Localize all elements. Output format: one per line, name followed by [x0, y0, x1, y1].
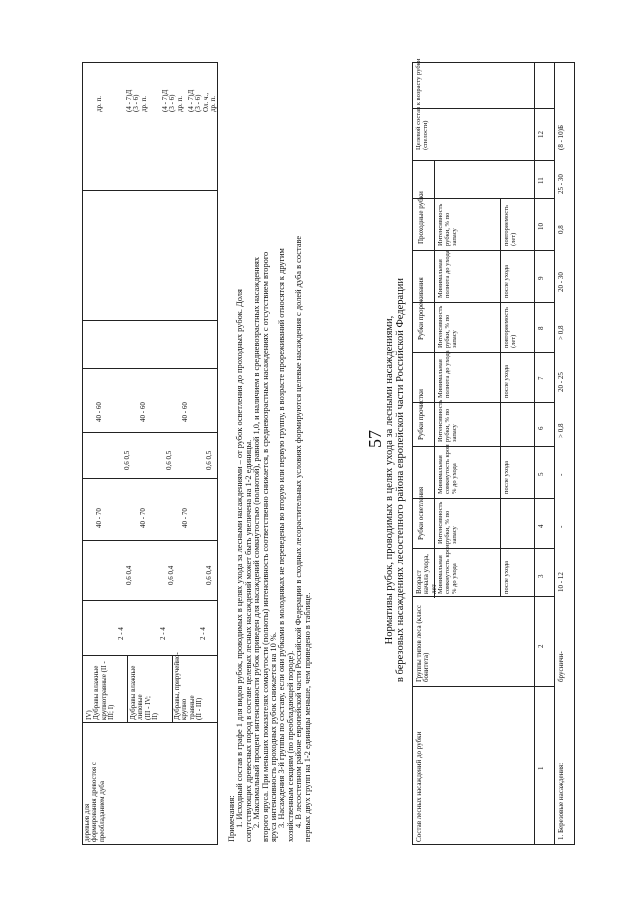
upper-intensity-osv-1: 40 - 70 — [95, 508, 103, 528]
note-line: сопутствующих древесных пород в составе целевых лесных насаждений может быть увеличена на 1-2 единицы. — [243, 439, 253, 842]
subhdr-intens-3: Интенсивность рубки, % по запасу — [437, 305, 458, 348]
colnum-5: 5 — [537, 472, 545, 476]
upper-target-1: др. п. — [95, 95, 103, 112]
note-line: 2. Максимальный процент интенсивности рубок приведен для насаждений сомкнутостью (полнотой), равной 1,0, и наличием в средневозрастных насаждениях — [252, 256, 262, 828]
upper-density-pr-2: 0,6 0,5 — [165, 450, 173, 470]
row1-col5: - — [557, 473, 565, 476]
header-col3: Возраст начала ухода, лет — [415, 553, 438, 594]
note-line: 3. Насаждения 3-й группы по составу, если они рубками в молодняках не переведены во вторую или первую группу, в возрасте прореживаний относятся к другим — [277, 248, 287, 828]
notes-block — [228, 62, 312, 842]
note-line: второго яруса. При меньших показателях сомкнутости (полноты) интенсивность соответственно снижается, в средневозрастных насаждениях с отсутствием второго — [260, 251, 270, 842]
upper-target-2: (4 - 7)Д (3 - 6) др. п. — [125, 89, 148, 112]
note-line: яруса интенсивность проходных рубок снижается на 10 %. — [269, 632, 279, 842]
row1-col2: брусничн- — [557, 651, 565, 682]
upper-density-1: 0,6 0,4 — [125, 565, 133, 585]
colnum-3: 3 — [537, 574, 545, 578]
colnum-8: 8 — [537, 326, 545, 330]
note-line: хозяйственным секциям (по преобладающей породе). — [285, 650, 295, 842]
subhdr-intens-4: Интенсивность рубки, % по запасу — [437, 203, 458, 246]
header-group-prohod: Проходные рубки — [417, 191, 425, 244]
upper-age-2: 2 - 4 — [159, 627, 167, 640]
colnum-12: 12 — [537, 131, 545, 138]
header-group-prorezh: Рубки прореживания — [417, 277, 425, 340]
row1-col1: 1. Березовые насаждения: — [557, 762, 565, 840]
colnum-2: 2 — [537, 644, 545, 648]
subhdr-min-poln-2: Минимальная полнота до ухода — [437, 250, 451, 298]
note-line: 1. Исходный состав в графе 1 для видов рубок, проводимых в целях ухода за лесными насаждениями – от рубок осветления до проходных рубок. Доля — [235, 289, 245, 828]
subhdr-min-poln-1: Минимальная полнота до ухода — [437, 350, 451, 398]
upper-intensity-osv-3: 40 - 70 — [181, 508, 189, 528]
notes-heading: Примечания: — [227, 795, 236, 842]
colnum-4: 4 — [537, 524, 545, 528]
colnum-9: 9 — [537, 276, 545, 280]
subhdr-povtor-1: повторяемость (лет) — [503, 307, 517, 348]
upper-density-3: 0,6 0,4 — [205, 565, 213, 585]
upper-density-pr-1: 0,6 0,5 — [123, 450, 131, 470]
note-line: 4. В лесостепном районе европейской части Российской Федерации в сходных лесорастительных условиях формируются целевые насаждения с долей дуба в составе — [294, 235, 304, 828]
lower-title-line-2: в березовых насаждениях лесостепного района европейской части Российской Федерации — [395, 277, 406, 683]
subhdr-min-somkn-2: Минимальная сомкнутость крон % до ухода — [437, 444, 458, 494]
upper-intensity-pr-2: 40 - 60 — [139, 402, 147, 422]
lower-title-line-1: Нормативы рубок, проводимых в целях ухода за лесными насаждениями, — [384, 315, 395, 645]
upper-row-head: деревьев для формирования древостоя с преобладанием дуба — [83, 761, 106, 842]
colnum-1: 1 — [537, 766, 545, 770]
upper-intensity-pr-1: 40 - 60 — [95, 402, 103, 422]
lower-table-title — [384, 170, 406, 790]
row1-col3: 10 - 12 — [557, 572, 565, 592]
upper-age-1: 2 - 4 — [117, 627, 125, 640]
upper-density-pr-3: 0,6 0,5 — [205, 450, 213, 470]
row1-col11: 25 - 30 — [557, 174, 565, 194]
row1-col4: - — [557, 525, 565, 528]
subhdr-posle-1: после ухода — [503, 560, 510, 594]
colnum-6: 6 — [537, 426, 545, 430]
upper-type-cell-1: IV) Дубравы влажные крупнотравные (II - III; I) — [85, 661, 116, 720]
subhdr-posle-2: после ухода — [503, 460, 510, 494]
upper-age-3: 2 - 4 — [199, 627, 207, 640]
row1-col8: > 0,8 — [557, 325, 565, 340]
colnum-10: 10 — [537, 223, 545, 230]
row1-col12: (8 - 10)Б — [557, 124, 565, 150]
upper-density-2: 0,6 0,4 — [167, 565, 175, 585]
upper-target-4: (4 - 7)Д (3 - 6) Ол. ч., др. п. — [187, 89, 218, 112]
subhdr-min-somkn-1: Минимальная сомкнутость крон % до ухода — [437, 544, 458, 594]
header-col2: Группы типов леса (класс бонитета) — [415, 605, 431, 682]
upper-target-3: (4 - 7)Д (3 - 6) др. п. — [161, 89, 184, 112]
header-col1: Состав лесных насаждений до рубки — [415, 731, 423, 842]
header-col12: Целевой состав к возрасту рубки (спелости) — [415, 58, 429, 150]
page-number: 57 — [365, 430, 385, 448]
row1-col6: > 0,8 — [557, 423, 565, 438]
upper-type-cell-2: Дубравы влажные липовые (III - IV; II) — [129, 665, 160, 720]
subhdr-intens-2: Интенсивность рубки, % по запасу — [437, 399, 458, 442]
row1-col9: 20 - 30 — [557, 272, 565, 292]
subhdr-povtor-2: повторяемость (лет) — [503, 205, 517, 246]
row1-col7: 20 - 25 — [557, 372, 565, 392]
colnum-11: 11 — [537, 177, 545, 184]
header-group-prochist: Рубки прочистки — [417, 389, 425, 440]
subhdr-intens-1: Интенсивность рубки, % по запасу — [437, 501, 458, 544]
upper-type-cell-3: Дубравы, приручейно- крупно травные (II - III) — [173, 652, 204, 720]
colnum-7: 7 — [537, 376, 545, 380]
note-line: первых двух групп на 1-2 единицы меньше, чем приведено в таблице. — [302, 592, 312, 842]
upper-intensity-pr-3: 40 - 60 — [181, 402, 189, 422]
subhdr-posle-3: после ухода — [503, 364, 510, 398]
header-group-osvetl: Рубки осветления — [417, 486, 425, 540]
subhdr-posle-4: после ухода — [503, 264, 510, 298]
upper-intensity-osv-2: 40 - 70 — [139, 508, 147, 528]
row1-col10: 0,8 — [557, 225, 565, 234]
